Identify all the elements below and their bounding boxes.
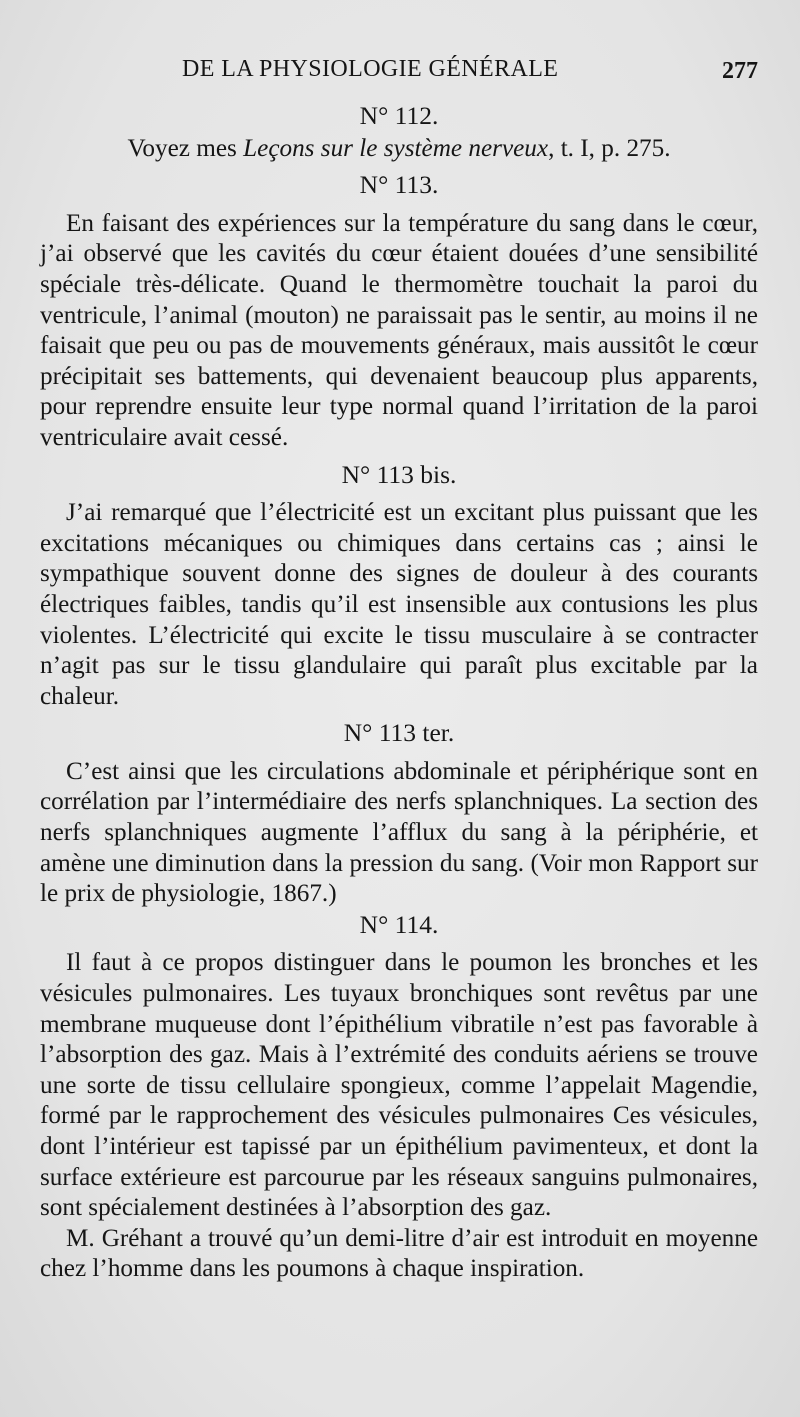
paragraph-113-bis: J’ai remarqué que l’électricité est un excitant plus puissant que les excitations mécaniques ou chimiques dans certains cas ; ainsi le sympathique souvent donne des signes de douleur à des courants électriques faibles, tandis qu’il est insensible aux contusions les plus violentes. L’électricité qui excite le tissu musculaire à se contracter n’agit pas sur le tissu glandulaire qui paraît plus excitable par la chaleur. xyxy=(40,499,758,710)
paragraph-113: En faisant des expériences sur la température du sang dans le cœur, j’ai observé que les cavités du cœur étaient douées d’une sensibilité spéciale très-délicate. Quand le thermomètre touchait la paroi du ventricule, l’animal (mouton) ne paraissait pas le sentir, au moins il ne faisait que peu ou pas de mouvements généraux, mais aussitôt le cœur précipitait ses battements, qui devenaient beaucoup plus apparents, pour reprendre ensuite leur type normal quand l’irritation de la paroi ventriculaire avait cessé. xyxy=(40,209,758,451)
reference-title: Leçons sur le système nerveux xyxy=(243,134,549,162)
section-heading-113-bis: N° 113 bis. xyxy=(341,459,457,489)
page-body xyxy=(40,101,758,1285)
paragraph-114-continued: M. Gréhant a trouvé qu’un demi-litre d’air est introduit en moyenne chez l’homme dans les poumons à chaque inspiration. xyxy=(40,1224,758,1283)
page-number: 277 xyxy=(722,58,758,84)
reference-line xyxy=(40,134,758,165)
running-title: DE LA PHYSIOLOGIE GÉNÉRALE xyxy=(182,56,559,82)
page-header xyxy=(40,56,758,92)
reference-prefix: Voyez mes xyxy=(127,134,244,162)
section-heading-113: N° 113. xyxy=(359,170,439,200)
section-heading-114: N° 114. xyxy=(359,909,439,939)
reference-suffix: , t. I, p. 275. xyxy=(548,134,671,162)
section-heading-112: N° 112. xyxy=(359,101,439,130)
section-heading-113-ter: N° 113 ter. xyxy=(343,718,455,748)
paragraph-114: Il faut à ce propos distinguer dans le poumon les bronches et les vésicules pulmonaires. Les tuyaux bronchiques sont revêtus par une membrane muqueuse dont l’épithélium vibratile n’est pas favorable à l’absorption des gaz. Mais à l’extrémité des conduits aériens se trouve une sorte de tissu cellulaire spongieux, comme l’appelait Magendie, formé par le rapprochement des vésicules pulmonaires Ces vésicules, dont l’intérieur est tapissé par un épithélium pavimenteux, et dont la surface extérieure est parcourue par les réseaux sanguins pulmonaires, sont spécialement destinées à l’absorption des gaz. xyxy=(40,949,758,1222)
paragraph-113-ter: C’est ainsi que les circulations abdominale et périphérique sont en corrélation par l’intermédiaire des nerfs splanchniques. La section des nerfs splanchniques augmente l’afflux du sang à la périphérie, et amène une diminution dans la pression du sang. (Voir mon Rapport sur le prix de physiologie, 1867.) xyxy=(40,757,758,908)
